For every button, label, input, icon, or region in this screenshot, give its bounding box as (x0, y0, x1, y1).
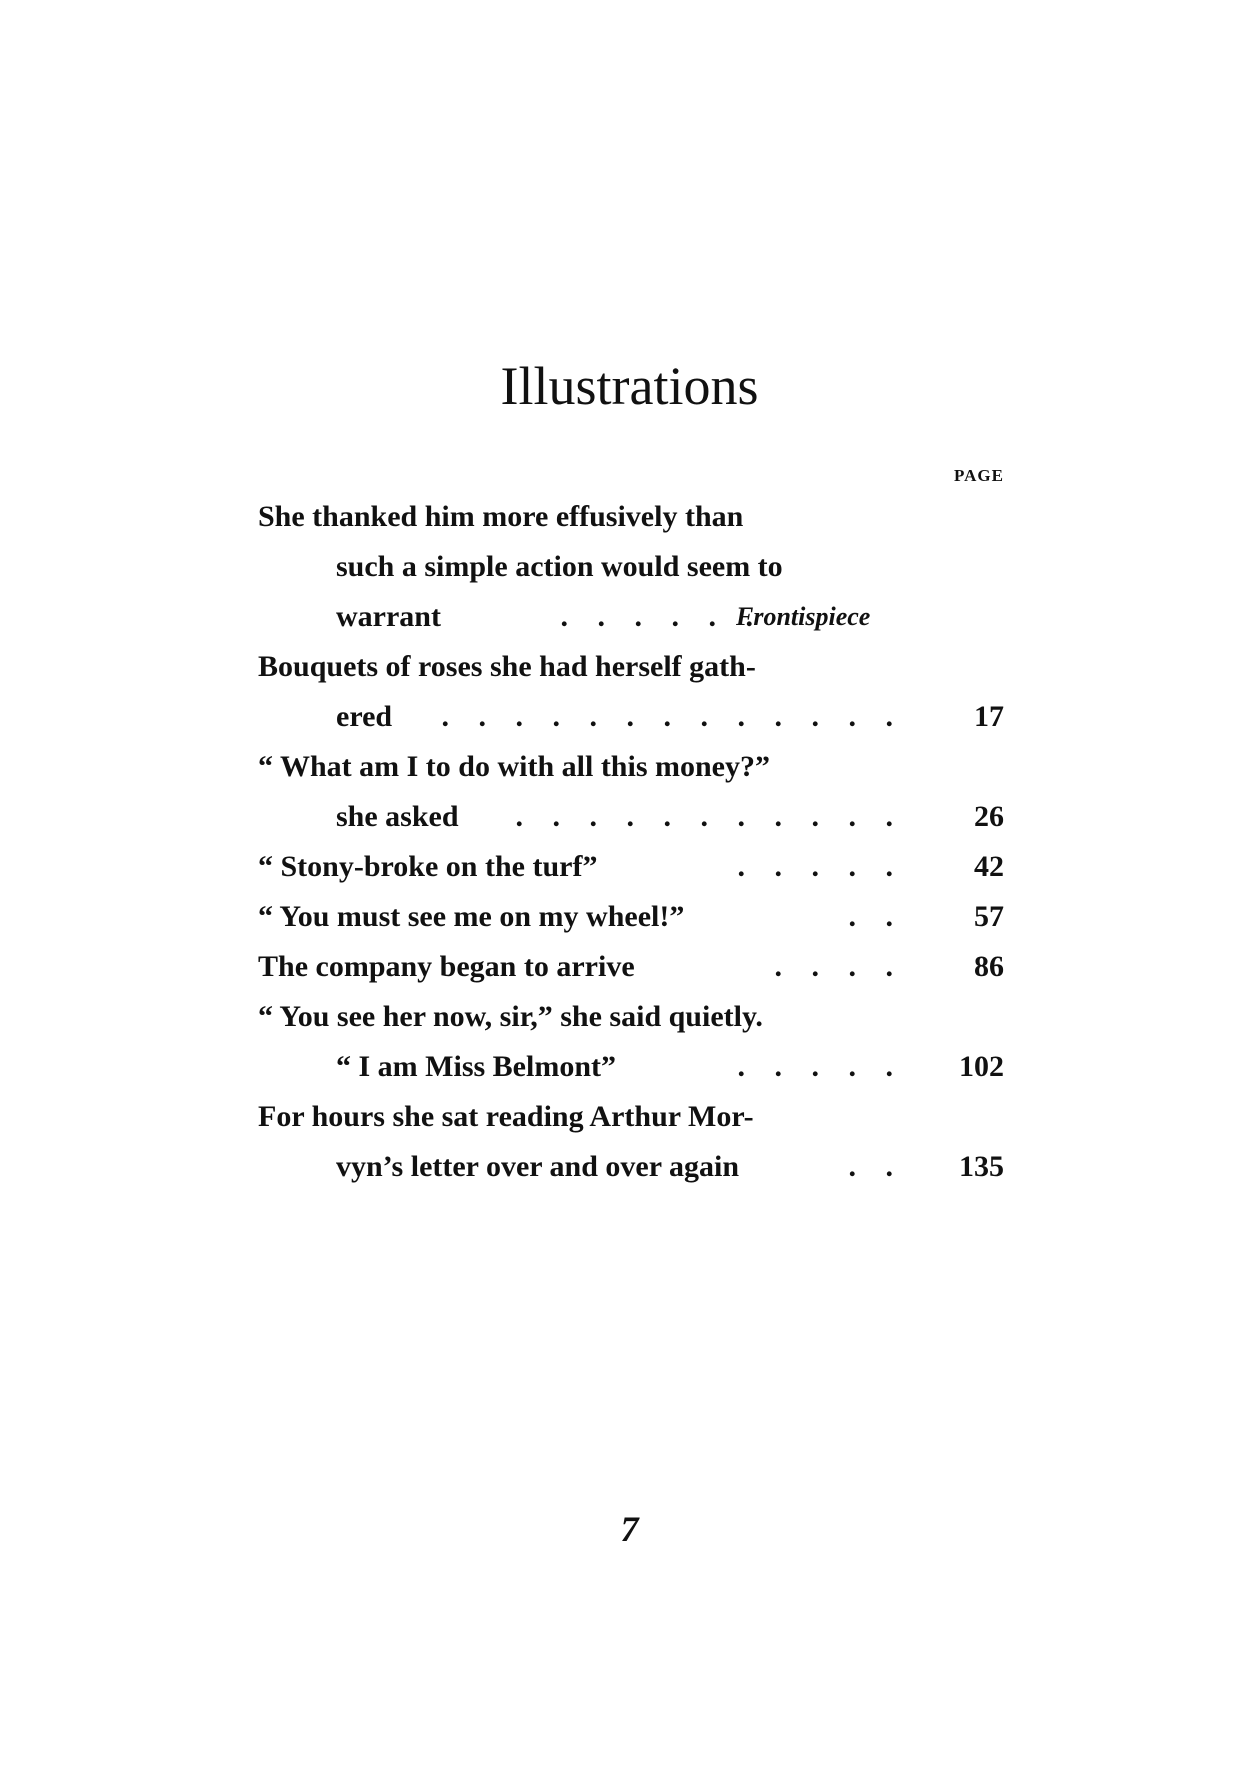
entry-page: Frontispiece (736, 602, 871, 631)
entry-text: ered (336, 700, 393, 733)
list-item (258, 642, 1004, 692)
page-column-heading: PAGE (954, 466, 1004, 485)
dot-leader: . . . . . . (560, 600, 764, 633)
list-item (258, 792, 1004, 842)
entry-text: “ What am I to do with all this money?” (258, 750, 770, 783)
entry-text: Bouquets of roses she had herself gath- (258, 650, 756, 683)
list-item (258, 1092, 1004, 1142)
entry-text: “ You must see me on my wheel!” (258, 900, 685, 933)
dot-leader: . . . . . (737, 850, 904, 883)
list-item (258, 592, 1004, 642)
dot-leader: . . . . (774, 950, 904, 983)
entry-page: 86 (974, 950, 1004, 983)
entry-text: “ Stony-broke on the turf” (258, 850, 598, 883)
entry-page: 17 (974, 700, 1004, 733)
entry-text: she asked (336, 800, 459, 833)
list-item (258, 692, 1004, 742)
dot-leader: . . (848, 900, 904, 933)
entry-text: She thanked him more effusively than (258, 500, 744, 533)
list-item (258, 942, 1004, 992)
entry-page: 42 (974, 850, 1004, 883)
dot-leader: . . . . . (737, 1050, 904, 1083)
entry-page: 26 (974, 800, 1004, 833)
entry-text: “ I am Miss Belmont” (336, 1050, 616, 1083)
list-item (258, 1142, 1004, 1192)
entry-page: 102 (959, 1050, 1004, 1083)
page-number: 7 (620, 1509, 639, 1549)
entry-text: vyn’s letter over and over again (336, 1150, 740, 1183)
dot-leader: . . . . . . . . . . . . . (441, 700, 904, 733)
entry-text: The company began to arrive (258, 950, 635, 983)
page-title: Illustrations (500, 356, 759, 416)
list-item (258, 892, 1004, 942)
list-item (258, 1042, 1004, 1092)
entry-text: For hours she sat reading Arthur Mor- (258, 1100, 754, 1133)
illustrations-list (258, 492, 1004, 1192)
list-item (258, 542, 1004, 592)
dot-leader: . . . . . . . . . . . (515, 800, 904, 833)
dot-leader: . . (848, 1150, 904, 1183)
entry-text: such a simple action would seem to (336, 550, 783, 583)
list-item (258, 992, 1004, 1042)
list-item (258, 842, 1004, 892)
list-item (258, 742, 1004, 792)
entry-page: 135 (959, 1150, 1004, 1183)
entry-page: 57 (974, 900, 1004, 933)
entry-text: warrant (336, 600, 441, 633)
entry-text: “ You see her now, sir,” she said quietly. (258, 1000, 763, 1033)
list-item (258, 492, 1004, 542)
